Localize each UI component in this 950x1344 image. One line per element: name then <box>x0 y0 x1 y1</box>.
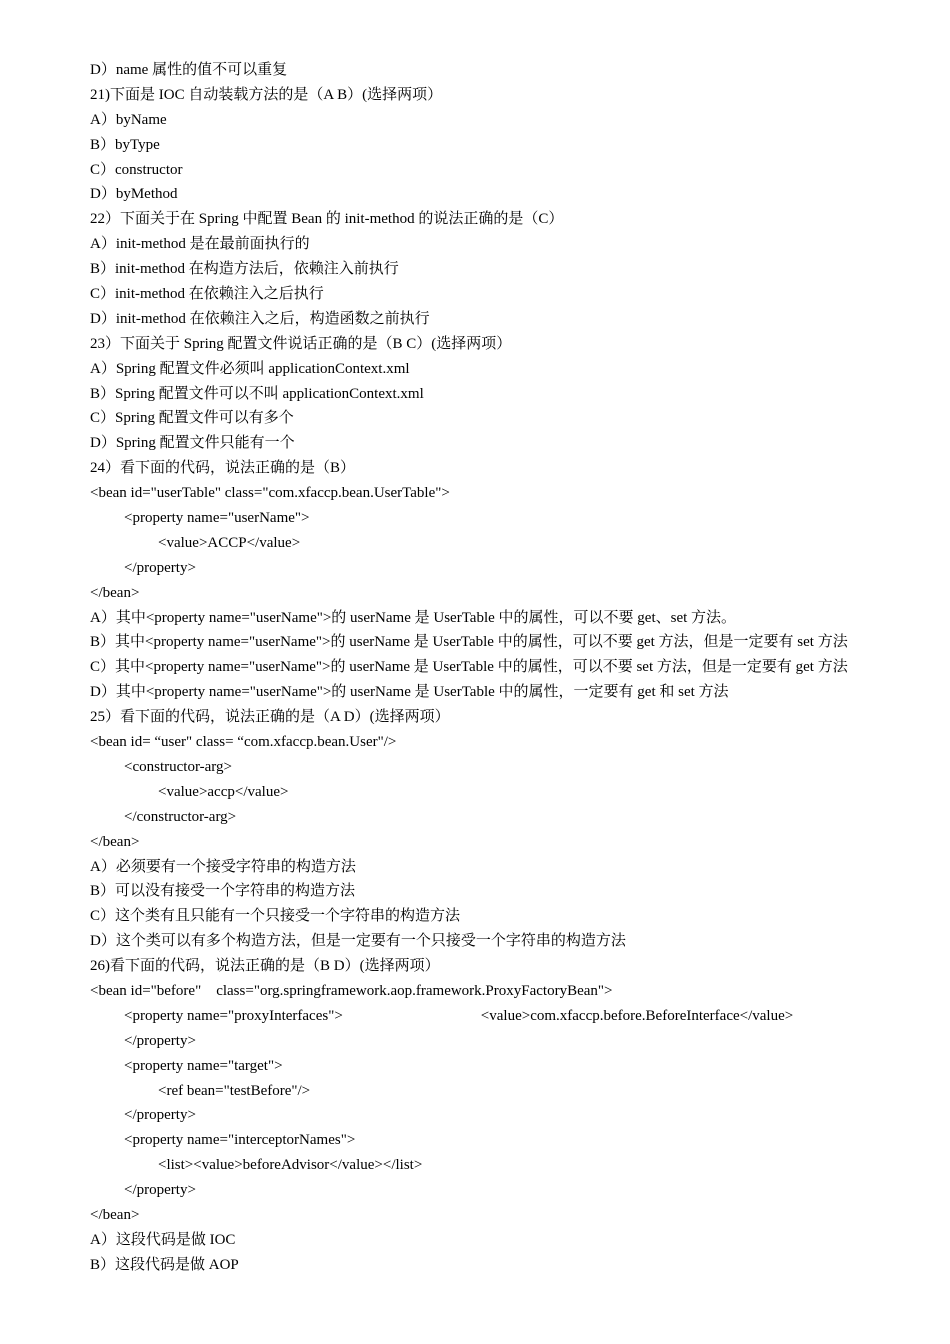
text-line <box>0 406 950 431</box>
text-line <box>0 232 950 257</box>
text-line <box>0 307 950 332</box>
line-text: 22）下面关于在 Spring 中配置 Bean 的 init-method 的说法正确的是（C） <box>90 211 564 228</box>
line-text: 26)看下面的代码，说法正确的是（B D）(选择两项） <box>90 958 440 975</box>
line-text: 24）看下面的代码，说法正确的是（B） <box>90 460 356 477</box>
line-text: D）byMethod <box>90 186 178 203</box>
line-text: A）init-method 是在最前面执行的 <box>90 236 310 253</box>
line-text: </bean> <box>90 833 140 850</box>
line-text: <bean id="before" class="org.springframework.aop.framework.ProxyFactoryBean"> <box>90 982 613 999</box>
text-line <box>0 1153 950 1178</box>
line-text: </bean> <box>90 584 140 601</box>
text-line <box>0 1203 950 1228</box>
line-text: C）constructor <box>90 161 183 178</box>
text-line <box>0 830 950 855</box>
text-line <box>0 680 950 705</box>
text-line <box>0 456 950 481</box>
text-line <box>0 1253 950 1278</box>
line-text: A）其中<property name="userName">的 userName 是 UserTable 中的属性，可以不要 get、set 方法。 <box>90 609 737 626</box>
text-line <box>0 855 950 880</box>
line-text: 21)下面是 IOC 自动装载方法的是（A B）(选择两项） <box>90 86 443 103</box>
text-line <box>0 1103 950 1128</box>
text-line <box>0 929 950 954</box>
line-text: <value>accp</value> <box>158 783 289 800</box>
line-text: B）这段代码是做 AOP <box>90 1256 239 1273</box>
line-text: B）可以没有接受一个字符串的构造方法 <box>90 883 356 900</box>
line-text: C）Spring 配置文件可以有多个 <box>90 410 294 427</box>
line-text: C）其中<property name="userName">的 userName 是 UserTable 中的属性，可以不要 set 方法，但是一定要有 get 方法 <box>90 659 848 676</box>
line-text: <bean id= “user" class= “com.xfaccp.bean.User"/> <box>90 734 397 751</box>
line-text: <constructor-arg> <box>124 758 232 775</box>
text-line <box>0 108 950 133</box>
text-line <box>0 780 950 805</box>
text-line <box>0 182 950 207</box>
document-body <box>0 58 950 1278</box>
line-text: <property name="proxyInterfaces"> <box>124 1007 343 1024</box>
line-text: D）这个类可以有多个构造方法，但是一定要有一个只接受一个字符串的构造方法 <box>90 933 626 950</box>
text-line <box>0 357 950 382</box>
text-line <box>0 705 950 730</box>
line-text: C）这个类有且只能有一个只接受一个字符串的构造方法 <box>90 908 461 925</box>
line-text: A）Spring 配置文件必须叫 applicationContext.xml <box>90 360 410 377</box>
text-line <box>0 257 950 282</box>
text-line <box>0 1004 950 1029</box>
line-text: <value>ACCP</value> <box>158 534 301 551</box>
text-line <box>0 83 950 108</box>
line-text: D）其中<property name="userName">的 userName 是 UserTable 中的属性，一定要有 get 和 set 方法 <box>90 684 729 701</box>
line-text: B）init-method 在构造方法后，依赖注入前执行 <box>90 261 399 278</box>
line-text: 23）下面关于 Spring 配置文件说话正确的是（B C）(选择两项） <box>90 335 512 352</box>
line-text: <list><value>beforeAdvisor</value></list> <box>158 1157 423 1174</box>
line-text: </property> <box>124 1032 196 1049</box>
text-line <box>0 1079 950 1104</box>
text-line <box>0 730 950 755</box>
text-line <box>0 1029 950 1054</box>
line-text: </bean> <box>90 1206 140 1223</box>
line-text: B）Spring 配置文件可以不叫 applicationContext.xml <box>90 385 424 402</box>
text-line <box>0 606 950 631</box>
text-line <box>0 158 950 183</box>
line-text: D）init-method 在依赖注入之后，构造函数之前执行 <box>90 310 430 327</box>
text-line <box>0 506 950 531</box>
line-text: D）name 属性的值不可以重复 <box>90 62 288 78</box>
text-line <box>0 979 950 1004</box>
line-text: D）Spring 配置文件只能有一个 <box>90 435 295 452</box>
line-text: <bean id="userTable" class="com.xfaccp.bean.UserTable"> <box>90 485 450 502</box>
line-text: </property> <box>124 1182 196 1199</box>
line-text: </property> <box>124 1107 196 1124</box>
text-line <box>0 904 950 929</box>
line-text: <property name="target"> <box>124 1057 283 1074</box>
line-text: <property name="interceptorNames"> <box>124 1132 356 1149</box>
line-text: </property> <box>124 559 196 576</box>
text-line <box>0 431 950 456</box>
text-line <box>0 655 950 680</box>
text-line <box>0 282 950 307</box>
text-line <box>0 1054 950 1079</box>
line-text: B）其中<property name="userName">的 userName 是 UserTable 中的属性，可以不要 get 方法，但是一定要有 set 方法 <box>90 634 848 651</box>
text-line <box>0 332 950 357</box>
text-line <box>0 531 950 556</box>
text-line <box>0 481 950 506</box>
line-text: </constructor-arg> <box>124 808 237 825</box>
text-line <box>0 1178 950 1203</box>
line-text: A）byName <box>90 111 167 128</box>
line-text: B）byType <box>90 136 160 153</box>
text-line <box>0 805 950 830</box>
text-line <box>0 581 950 606</box>
line-text: A）必须要有一个接受字符串的构造方法 <box>90 858 356 875</box>
text-line <box>0 133 950 158</box>
text-line <box>0 207 950 232</box>
text-line <box>0 879 950 904</box>
line-text: <ref bean="testBefore"/> <box>158 1082 311 1099</box>
text-line <box>0 1128 950 1153</box>
text-line <box>0 556 950 581</box>
text-line <box>0 58 950 83</box>
line-text: C）init-method 在依赖注入之后执行 <box>90 286 324 303</box>
line-text: 25）看下面的代码，说法正确的是（A D）(选择两项） <box>90 709 450 726</box>
line-text: A）这段代码是做 IOC <box>90 1231 236 1248</box>
text-line <box>0 954 950 979</box>
text-line <box>0 1228 950 1253</box>
text-line <box>0 630 950 655</box>
line-text: <property name="userName"> <box>124 510 310 527</box>
text-line <box>0 382 950 407</box>
text-line <box>0 755 950 780</box>
line-text-secondary: <value>com.xfaccp.before.BeforeInterface</value> <box>480 1007 794 1024</box>
